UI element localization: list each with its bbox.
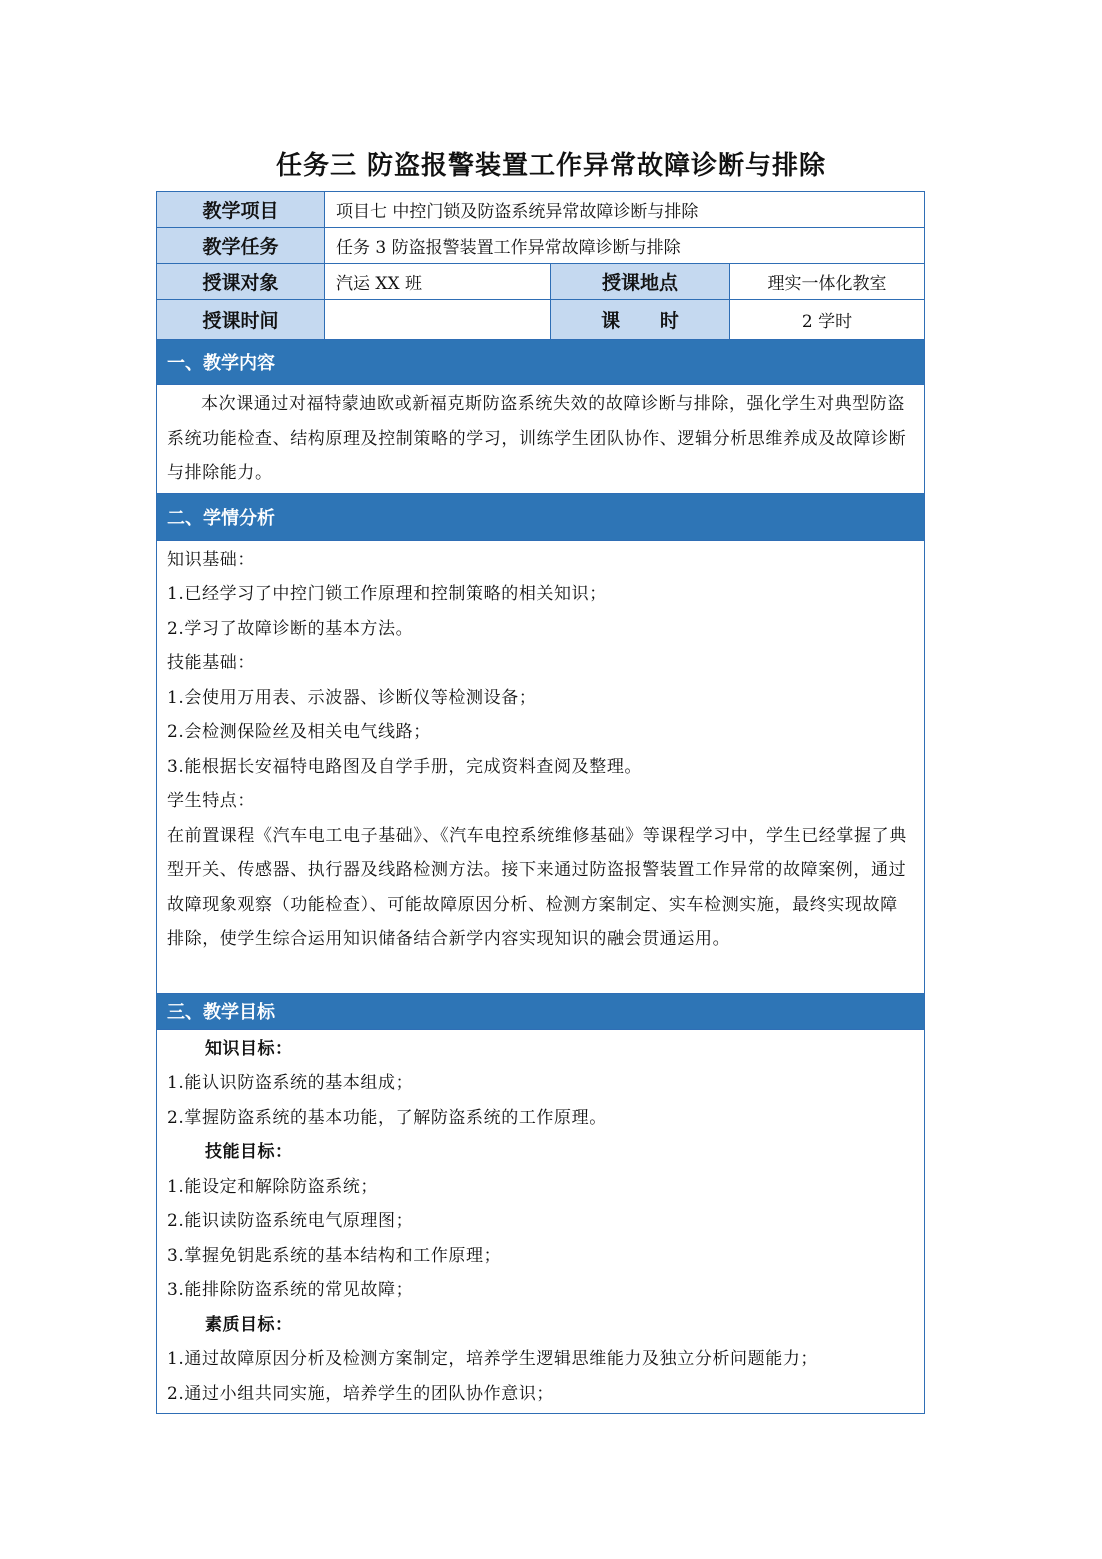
section-body-content	[157, 385, 925, 494]
lesson-plan-table	[156, 191, 925, 1414]
list-item: 2.学习了故障诊断的基本方法。	[167, 618, 414, 639]
list-item: 1.能设定和解除防盗系统；	[167, 1176, 379, 1197]
hours-label: 课 时	[551, 300, 730, 340]
project-label: 教学项目	[157, 192, 325, 228]
section-body-analysis	[157, 540, 925, 993]
knowledge-base-title: 知识基础：	[167, 549, 255, 570]
page-title: 任务三 防盗报警装置工作异常故障诊断与排除	[275, 151, 827, 181]
task-value: 任务 3 防盗报警装置工作异常故障诊断与排除	[325, 228, 925, 264]
analysis-heading: 二、学情分析	[157, 493, 925, 540]
student-trait-text: 在前置课程《汽车电工电子基础》、《汽车电控系统维修基础》等课程学习中，学生已经掌握了典型开关、传感器、执行器及线路检测方法。接下来通过防盗报警装置工作异常的故障案例，通过故障现象观察（功能检查）、可能故障原因分析、检测方案制定、实车检测实施，最终实现故障排除，使学生综合运用知识储备结合新学内容实现知识的融会贯通运用。	[167, 825, 907, 949]
row-task	[157, 228, 925, 264]
knowledge-goal-title: 知识目标：	[205, 1038, 293, 1059]
list-item: 3.能根据长安福特电路图及自学手册，完成资料查阅及整理。	[167, 756, 643, 777]
row-target-place	[157, 264, 925, 300]
goals-body	[157, 1029, 925, 1414]
hours-value: 2 学时	[730, 300, 925, 340]
list-item: 3.能排除防盗系统的常见故障；	[167, 1280, 414, 1300]
list-item: 2.能识读防盗系统电气原理图；	[167, 1211, 414, 1231]
list-item: 1.能认识防盗系统的基本组成；	[167, 1073, 414, 1093]
section-header-analysis	[157, 493, 925, 540]
list-item: 1.已经学习了中控门锁工作原理和控制策略的相关知识；	[167, 584, 607, 604]
place-value: 理实一体化教室	[730, 264, 925, 300]
time-label: 授课时间	[157, 300, 325, 340]
list-item: 2.会检测保险丝及相关电气线路；	[167, 722, 431, 742]
list-item: 2.通过小组共同实施，培养学生的团队协作意识；	[167, 1383, 555, 1404]
project-value: 项目七 中控门锁及防盗系统异常故障诊断与排除	[325, 192, 925, 228]
content-text: 本次课通过对福特蒙迪欧或新福克斯防盗系统失效的故障诊断与排除，强化学生对典型防盗系统功能检查、结构原理及控制策略的学习，训练学生团队协作、逻辑分析思维养成及故障诊断与排除能力。	[167, 394, 907, 483]
row-time-hours	[157, 300, 925, 340]
list-item: 3.掌握免钥匙系统的基本结构和工作原理；	[167, 1245, 502, 1266]
content-body	[157, 385, 925, 494]
task-label: 教学任务	[157, 228, 325, 264]
analysis-body	[157, 540, 925, 993]
place-label: 授课地点	[551, 264, 730, 300]
quality-goal-title: 素质目标：	[205, 1314, 293, 1335]
student-trait-title: 学生特点：	[167, 791, 255, 811]
list-item: 1.会使用万用表、示波器、诊断仪等检测设备；	[167, 687, 537, 708]
section-body-goals	[157, 1029, 925, 1414]
content-heading: 一、教学内容	[157, 340, 925, 385]
list-item: 2.掌握防盗系统的基本功能，了解防盗系统的工作原理。	[167, 1107, 607, 1128]
list-item: 1.通过故障原因分析及检测方案制定，培养学生逻辑思维能力及独立分析问题能力；	[167, 1349, 819, 1369]
row-project	[157, 192, 925, 228]
goals-heading: 三、教学目标	[157, 993, 925, 1029]
target-label: 授课对象	[157, 264, 325, 300]
target-value: 汽运 XX 班	[325, 264, 551, 300]
skill-goal-title: 技能目标：	[205, 1142, 293, 1162]
section-header-content	[157, 340, 925, 385]
skill-base-title: 技能基础：	[167, 653, 255, 673]
time-value	[325, 300, 551, 340]
section-header-goals	[157, 993, 925, 1029]
